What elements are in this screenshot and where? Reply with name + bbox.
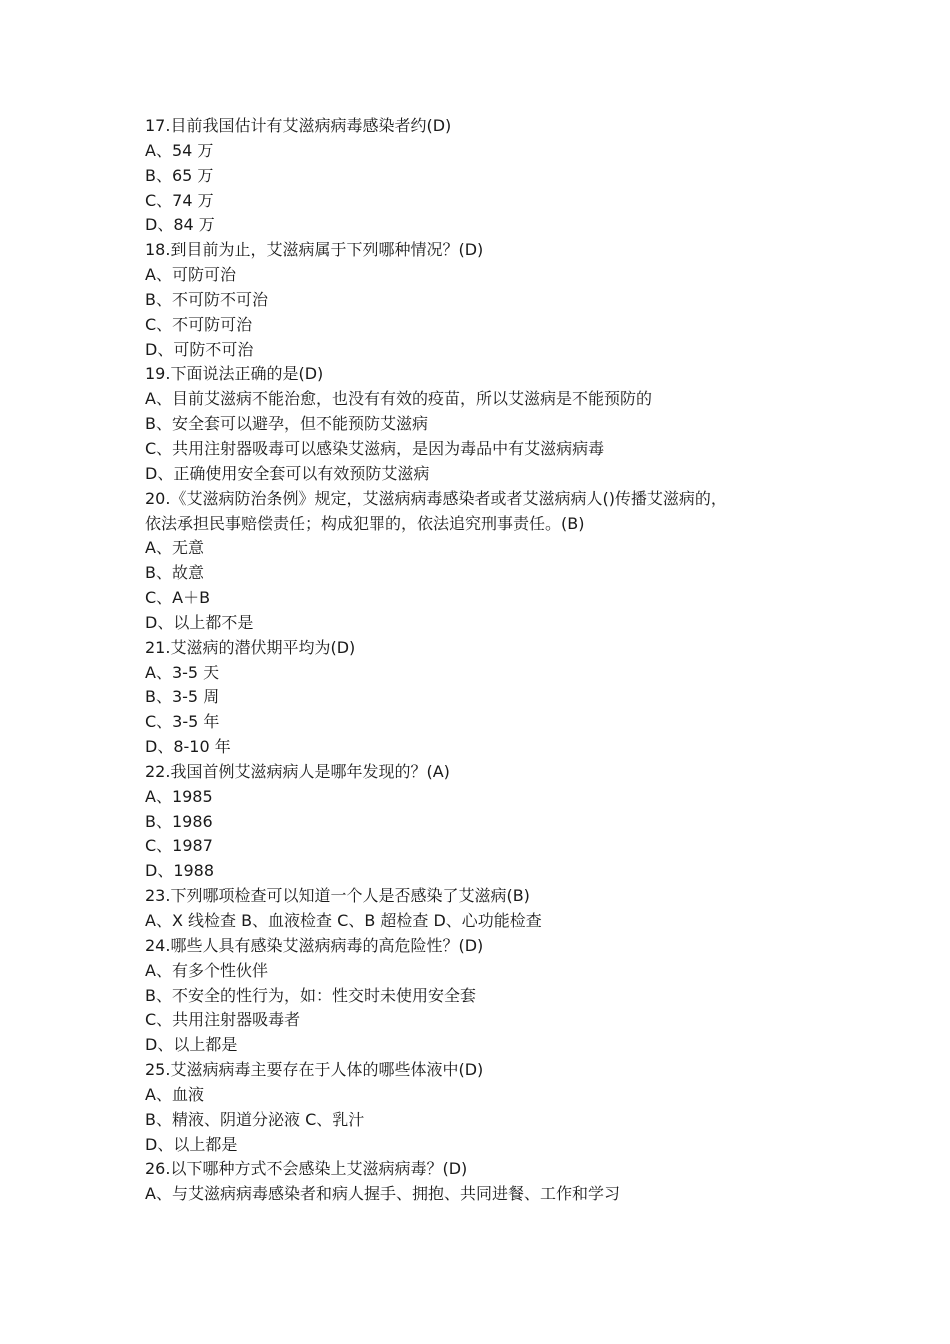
question-19: 19.下面说法正确的是(D) [145, 364, 324, 384]
option-a: A、3-5 天 [145, 662, 220, 682]
question-22: 22.我国首例艾滋病病人是哪年发现的？(A) [145, 761, 450, 781]
option-c: C、共用注射器吸毒者 [145, 1010, 301, 1030]
option-a: A、有多个性伙伴 [145, 960, 268, 980]
document-body [145, 114, 825, 1207]
question-26: 26.以下哪种方式不会感染上艾滋病病毒？(D) [145, 1159, 468, 1179]
option-d: D、84 万 [145, 215, 215, 235]
option-b-c: B、精液、阴道分泌液 C、乳汁 [145, 1109, 365, 1129]
option-a: A、与艾滋病病毒感染者和病人握手、拥抱、共同进餐、工作和学习 [145, 1184, 620, 1204]
question-23: 23.下列哪项检查可以知道一个人是否感染了艾滋病(B) [145, 886, 530, 906]
option-b: B、故意 [145, 563, 204, 583]
question-18: 18.到目前为止，艾滋病属于下列哪种情况？(D) [145, 240, 484, 260]
question-24: 24.哪些人具有感染艾滋病病毒的高危险性？(D) [145, 935, 484, 955]
option-d: D、8-10 年 [145, 737, 231, 757]
option-d: D、1988 [145, 861, 215, 881]
option-d: D、正确使用安全套可以有效预防艾滋病 [145, 463, 430, 483]
question-20-continued: 依法承担民事赔偿责任；构成犯罪的，依法追究刑事责任。(B) [145, 513, 585, 533]
question-21: 21.艾滋病的潜伏期平均为(D) [145, 637, 356, 657]
option-a: A、可防可治 [145, 265, 236, 285]
option-d: D、以上都是 [145, 1134, 238, 1154]
question-25: 25.艾滋病病毒主要存在于人体的哪些体液中(D) [145, 1060, 484, 1080]
option-b: B、65 万 [145, 165, 214, 185]
question-17: 17.目前我国估计有艾滋病病毒感染者约(D) [145, 116, 452, 135]
option-d: D、以上都是 [145, 1035, 238, 1055]
option-c: C、共用注射器吸毒可以感染艾滋病，是因为毒品中有艾滋病病毒 [145, 438, 605, 458]
option-d: D、可防不可治 [145, 339, 254, 359]
option-a: A、血液 [145, 1084, 204, 1104]
option-b: B、3-5 周 [145, 687, 220, 707]
question-20: 20.《艾滋病防治条例》规定，艾滋病病毒感染者或者艾滋病病人()传播艾滋病的， [145, 488, 727, 508]
option-a: A、54 万 [145, 140, 214, 160]
option-a: A、无意 [145, 538, 204, 558]
option-b: B、1986 [145, 811, 213, 831]
option-c: C、74 万 [145, 190, 214, 210]
option-c: C、A＋B [145, 588, 211, 608]
option-c: C、不可防可治 [145, 314, 253, 334]
option-c: C、1987 [145, 836, 213, 856]
option-c: C、3-5 年 [145, 712, 220, 732]
option-b: B、不可防不可治 [145, 289, 268, 309]
option-d: D、以上都不是 [145, 612, 254, 632]
options-inline: A、X 线检查 B、血液检查 C、B 超检查 D、心功能检查 [145, 911, 542, 930]
option-b: B、不安全的性行为，如：性交时未使用安全套 [145, 985, 476, 1005]
option-b: B、安全套可以避孕，但不能预防艾滋病 [145, 414, 428, 434]
option-a: A、1985 [145, 786, 213, 806]
option-a: A、目前艾滋病不能治愈，也没有有效的疫苗，所以艾滋病是不能预防的 [145, 389, 652, 409]
